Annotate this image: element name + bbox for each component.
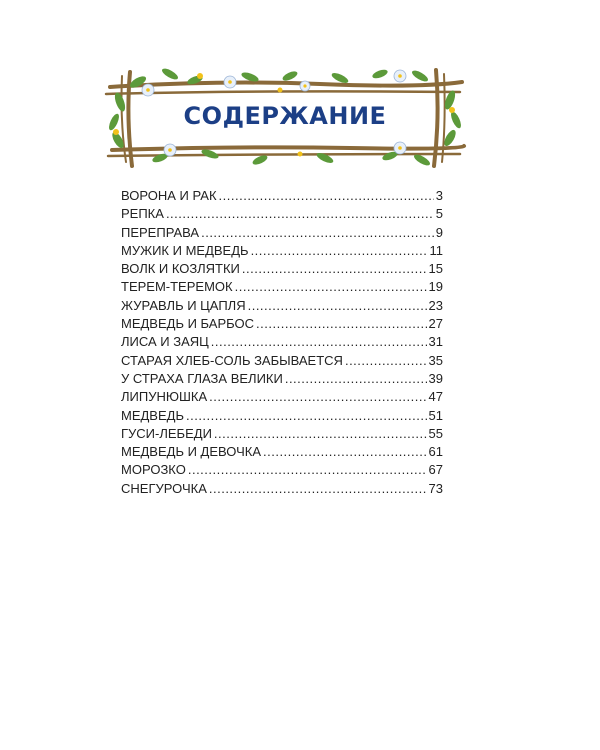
toc-dot-leader xyxy=(201,225,434,240)
toc-entry-title: У СТРАХА ГЛАЗА ВЕЛИКИ xyxy=(121,370,283,386)
toc-entry-page: 11 xyxy=(429,242,443,258)
toc-dot-leader xyxy=(186,408,427,423)
toc-entry-title: СНЕГУРОЧКА xyxy=(121,480,207,496)
toc-dot-leader xyxy=(211,334,427,349)
toc-dot-leader xyxy=(219,188,434,203)
toc-entry-page: 51 xyxy=(428,407,443,423)
toc-entry xyxy=(121,444,443,462)
toc-entry-page: 19 xyxy=(428,279,443,295)
toc-entry-page: 15 xyxy=(428,261,443,277)
toc-entry-page: 3 xyxy=(435,188,443,203)
toc-entry xyxy=(121,462,443,480)
toc-entry-page: 39 xyxy=(428,370,443,386)
toc-entry xyxy=(121,389,443,407)
toc-entry-title: ТЕРЕМ-ТЕРЕМОК xyxy=(121,279,233,295)
toc-entry xyxy=(121,243,443,261)
toc-entry-title: ЖУРАВЛЬ И ЦАПЛЯ xyxy=(121,297,246,313)
toc-entry-title: МЕДВЕДЬ И БАРБОС xyxy=(121,316,255,332)
toc-dot-leader xyxy=(188,462,427,477)
toc-entry-title: РЕПКА xyxy=(121,206,164,222)
toc-entry-title: СТАРАЯ ХЛЕБ-СОЛЬ ЗАБЫВАЕТСЯ xyxy=(121,352,343,368)
toc-entry-page: 73 xyxy=(428,480,443,496)
toc-entry-page: 23 xyxy=(428,297,443,313)
toc-entry-title: ЛИСА И ЗАЯЦ xyxy=(121,334,209,350)
toc-entry-title: МЕДВЕДЬ xyxy=(121,407,184,423)
toc-entry xyxy=(121,481,443,499)
toc-entry xyxy=(121,298,443,316)
toc-entry xyxy=(121,334,443,352)
toc-entry xyxy=(121,408,443,426)
toc-entry-title: МЕДВЕДЬ И ДЕВОЧКА xyxy=(121,444,261,460)
toc-entry xyxy=(121,206,443,224)
contents-heading: СОДЕРЖАНИЕ xyxy=(183,102,387,130)
toc-entry-page: 35 xyxy=(428,352,443,368)
toc-dot-leader xyxy=(235,279,427,294)
toc-entry-page: 61 xyxy=(428,444,443,460)
toc-entry-title: ГУСИ-ЛЕБЕДИ xyxy=(121,425,212,441)
toc-entry xyxy=(121,353,443,371)
toc-dot-leader xyxy=(214,426,427,441)
toc-entry xyxy=(121,225,443,243)
toc-dot-leader xyxy=(209,481,427,496)
toc-entry xyxy=(121,261,443,279)
toc-entry-page: 31 xyxy=(428,334,443,350)
toc-entry-page: 67 xyxy=(428,462,443,478)
toc-entry xyxy=(121,279,443,297)
toc-entry xyxy=(121,316,443,334)
toc-entry xyxy=(121,188,443,206)
toc-entry-title: МУЖИК И МЕДВЕДЬ xyxy=(121,242,249,258)
toc-dot-leader xyxy=(251,243,428,258)
table-of-contents xyxy=(121,188,443,499)
toc-entry-page: 47 xyxy=(428,389,443,405)
toc-entry-title: ВОЛК И КОЗЛЯТКИ xyxy=(121,261,240,277)
toc-dot-leader xyxy=(209,389,426,404)
toc-entry xyxy=(121,426,443,444)
toc-entry-title: ЛИПУНЮШКА xyxy=(121,389,208,405)
toc-dot-leader xyxy=(256,316,427,331)
toc-dot-leader xyxy=(345,353,427,368)
toc-dot-leader xyxy=(166,206,434,221)
toc-dot-leader xyxy=(248,298,427,313)
toc-entry-title: ВОРОНА И РАК xyxy=(121,188,217,203)
toc-entry-page: 9 xyxy=(435,224,443,240)
toc-entry-title: ПЕРЕПРАВА xyxy=(121,224,200,240)
toc-entry-title: МОРОЗКО xyxy=(121,462,186,478)
toc-dot-leader xyxy=(263,444,427,459)
toc-entry xyxy=(121,371,443,389)
toc-entry-page: 27 xyxy=(428,316,443,332)
toc-dot-leader xyxy=(285,371,427,386)
toc-dot-leader xyxy=(242,261,427,276)
toc-entry-page: 55 xyxy=(428,425,443,441)
toc-entry-page: 5 xyxy=(435,206,443,222)
